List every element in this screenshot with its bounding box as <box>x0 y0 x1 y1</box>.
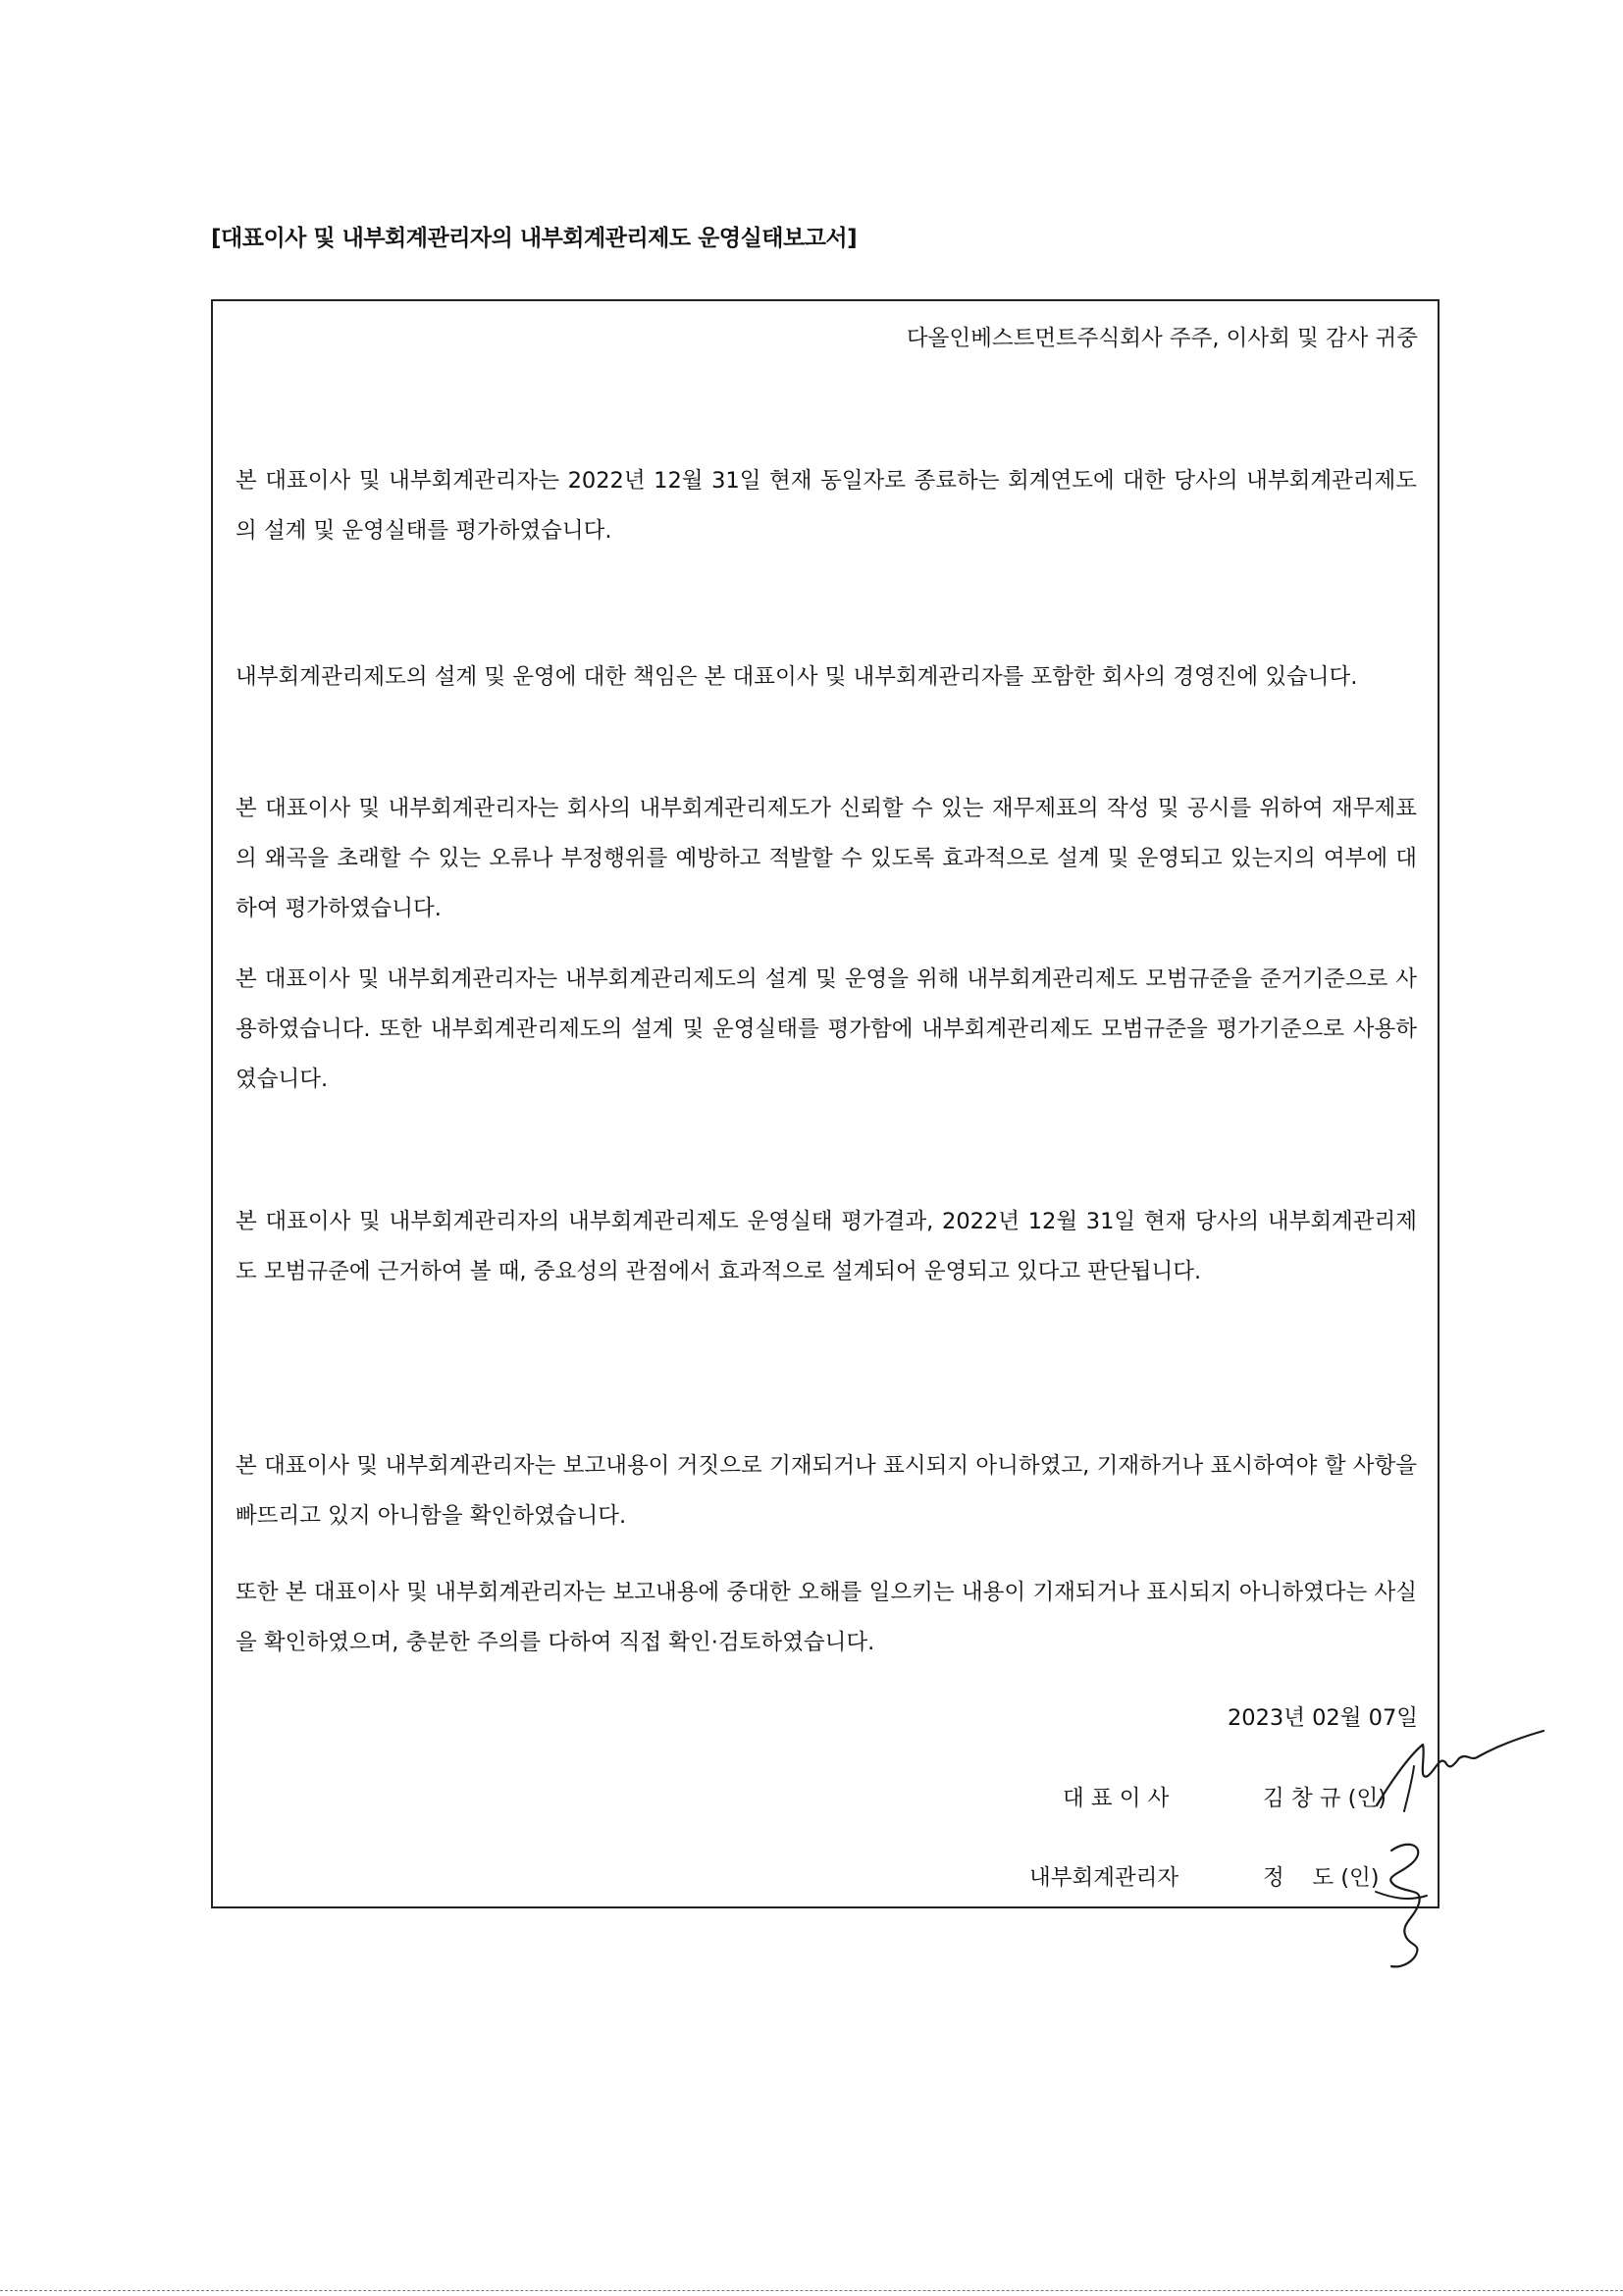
paragraph-additional-confirmation: 또한 본 대표이사 및 내부회계관리자는 보고내용에 중대한 오해를 일으키는 내용이 기재되거나 표시되지 아니하였다는 사실을 확인하였으며, 충분한 주의를 다하여 직접 확인·검토하였습니다. <box>236 1580 1417 1655</box>
signatory-role: 대 표 이 사 <box>1063 1786 1170 1811</box>
signatory-role: 내부회계관리자 <box>1029 1865 1179 1891</box>
ceo-signature <box>1369 1727 1550 1815</box>
report-date: 2023년 02월 07일 <box>1227 1705 1418 1731</box>
signatory-name: 정 도 (인) <box>1263 1865 1380 1891</box>
paragraph-evaluation-method: 본 대표이사 및 내부회계관리자는 회사의 내부회계관리제도가 신뢰할 수 있는 재무제표의 작성 및 공시를 위하여 재무제표의 왜곡을 초래할 수 있는 오류나 부정행위를 예방하고 적발할 수 있도록 효과적으로 설계 및 운영되고 있는지의 여부에 대하여 평가하였습니다. <box>236 796 1417 921</box>
paragraph-criteria: 본 대표이사 및 내부회계관리자는 내부회계관리제도의 설계 및 운영을 위해 내부회계관리제도 모범규준을 준거기준으로 사용하였습니다. 또한 내부회계관리제도의 설계 및 운영실태를 평가함에 내부회계관리제도 모범규준을 평가기준으로 사용하였습니다. <box>236 966 1417 1092</box>
footer-rule <box>0 2290 1623 2291</box>
addressee: 다올인베스트먼트주식회사 주주, 이사회 및 감사 귀중 <box>906 326 1418 351</box>
paragraph-confirmation: 본 대표이사 및 내부회계관리자는 보고내용이 거짓으로 기재되거나 표시되지 아니하였고, 기재하거나 표시하여야 할 사항을 빠뜨리고 있지 아니함을 확인하였습니다. <box>236 1453 1417 1529</box>
signatory-ceo <box>213 1781 1440 1820</box>
report-box <box>211 299 1440 1908</box>
signatory-name: 김 창 규 (인) <box>1263 1786 1387 1811</box>
report-title: [대표이사 및 내부회계관리자의 내부회계관리제도 운영실태보고서] <box>211 226 858 251</box>
paragraph-responsibility: 내부회계관리제도의 설계 및 운영에 대한 책임은 본 대표이사 및 내부회계관리자를 포함한 회사의 경영진에 있습니다. <box>236 664 1358 690</box>
paragraph-evaluation-scope: 본 대표이사 및 내부회계관리자는 2022년 12월 31일 현재 동일자로 종료하는 회계연도에 대한 당사의 내부회계관리제도의 설계 및 운영실태를 평가하였습니다. <box>236 468 1417 544</box>
manager-signature <box>1362 1833 1440 1970</box>
signatory-internal-accounting-manager <box>213 1860 1440 1900</box>
paragraph-conclusion: 본 대표이사 및 내부회계관리자의 내부회계관리제도 운영실태 평가결과, 2022년 12월 31일 현재 당사의 내부회계관리제도 모범규준에 근거하여 볼 때, 중요성의 관점에서 효과적으로 설계되어 운영되고 있다고 판단됩니다. <box>236 1209 1417 1284</box>
